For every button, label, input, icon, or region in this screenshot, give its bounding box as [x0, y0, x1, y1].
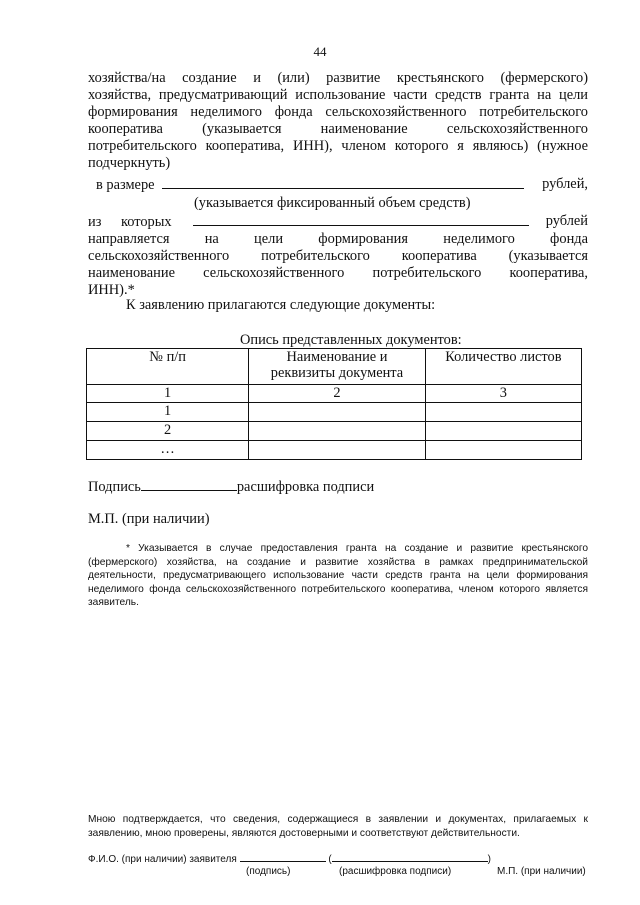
amount-prefix: в размере	[96, 177, 155, 193]
directed-blank[interactable]	[193, 213, 529, 226]
directed-currency: рублей	[545, 213, 588, 229]
amount-blank[interactable]	[162, 176, 524, 189]
directed-line: направляется на цели формирования неделимого фонда	[88, 231, 588, 247]
applicant-label: Ф.И.О. (при наличии) заявителя	[88, 854, 237, 865]
table-row	[87, 441, 582, 460]
signature-blank[interactable]	[141, 478, 237, 491]
documents-table	[86, 348, 582, 460]
decoding-hint: (расшифровка подписи)	[339, 866, 452, 877]
table-header-row	[87, 349, 582, 385]
amount-hint: (указывается фиксированный объем средств)	[194, 195, 471, 211]
intro-line: формирования неделимого фонда сельскохозяйственного потребительского	[88, 104, 588, 120]
col-sheets-header: Количество листов	[425, 349, 581, 385]
table-index-row	[87, 385, 582, 403]
table-caption: Опись представленных документов:	[240, 332, 462, 348]
attached-docs-text: К заявлению прилагаются следующие документы:	[126, 297, 436, 313]
col-name-header: Наименование и реквизиты документа	[249, 349, 425, 385]
table-cell[interactable]	[249, 403, 425, 422]
footnote: * Указывается в случае предоставления гранта на создание и развитие крестьянского (фермерского) хозяйства, на создание и развитие хозяйства в рамках предпринимательской деятельности, предусматривающего использование части средств гранта на цели формирования неделимого фонда сельскохозяйственного потребительского кооператива, членом которого является заявитель.	[88, 543, 588, 608]
table-cell[interactable]	[425, 422, 581, 441]
directed-line: наименование сельскохозяйственного потребительского кооператива,	[88, 265, 588, 281]
table-cell: …	[87, 441, 249, 460]
confirmation-text: Мною подтверждается, что сведения, содержащиеся в заявлении и документах, прилагаемых к заявлению, мною проверены, являются достоверными и соответствуют действительности.	[88, 814, 588, 839]
stamp-label: М.П. (при наличии)	[88, 511, 210, 527]
intro-line: хозяйства, предусматривающий использование части средств гранта на цели	[88, 87, 588, 103]
open-paren: (	[328, 854, 332, 865]
page-number: 44	[313, 44, 327, 59]
bottom-stamp: М.П. (при наличии)	[497, 866, 586, 877]
table-row	[87, 403, 582, 422]
intro-line: подчеркнуть)	[88, 155, 171, 171]
sign-hint: (подпись)	[246, 866, 291, 877]
intro-paragraph	[88, 70, 588, 172]
applicant-sign-blank[interactable]	[240, 852, 326, 862]
table-row	[87, 422, 582, 441]
directed-paragraph	[88, 213, 588, 299]
signature-decoding: расшифровка подписи	[236, 479, 375, 495]
table-cell: 1	[87, 385, 249, 403]
intro-line: кооператива (указывается наименование сельскохозяйственного	[88, 121, 588, 137]
table-cell: 2	[87, 422, 249, 441]
intro-line: потребительского кооператива, ИНН), членом которого я являюсь) (нужное	[88, 138, 588, 154]
directed-first-line	[88, 213, 588, 231]
signature-line	[88, 478, 374, 496]
directed-line: ИНН).*	[88, 282, 135, 298]
close-paren: )	[487, 854, 492, 865]
applicant-line	[88, 852, 491, 865]
directed-prefix: из которых	[88, 214, 172, 230]
table-cell: 2	[249, 385, 425, 403]
signature-label: Подпись	[88, 479, 141, 495]
table-cell: 1	[87, 403, 249, 422]
intro-line: хозяйства/на создание и (или) развитие крестьянского (фермерского)	[88, 70, 588, 86]
directed-line: сельскохозяйственного потребительского кооператива (указывается	[88, 248, 588, 264]
col-number-header: № п/п	[87, 349, 249, 385]
applicant-decoding-blank[interactable]	[332, 852, 488, 862]
table-cell[interactable]	[249, 441, 425, 460]
table-cell[interactable]	[425, 403, 581, 422]
table-cell: 3	[425, 385, 581, 403]
table-cell[interactable]	[249, 422, 425, 441]
table-cell[interactable]	[425, 441, 581, 460]
amount-currency: рублей,	[542, 176, 588, 192]
amount-line	[88, 176, 588, 194]
